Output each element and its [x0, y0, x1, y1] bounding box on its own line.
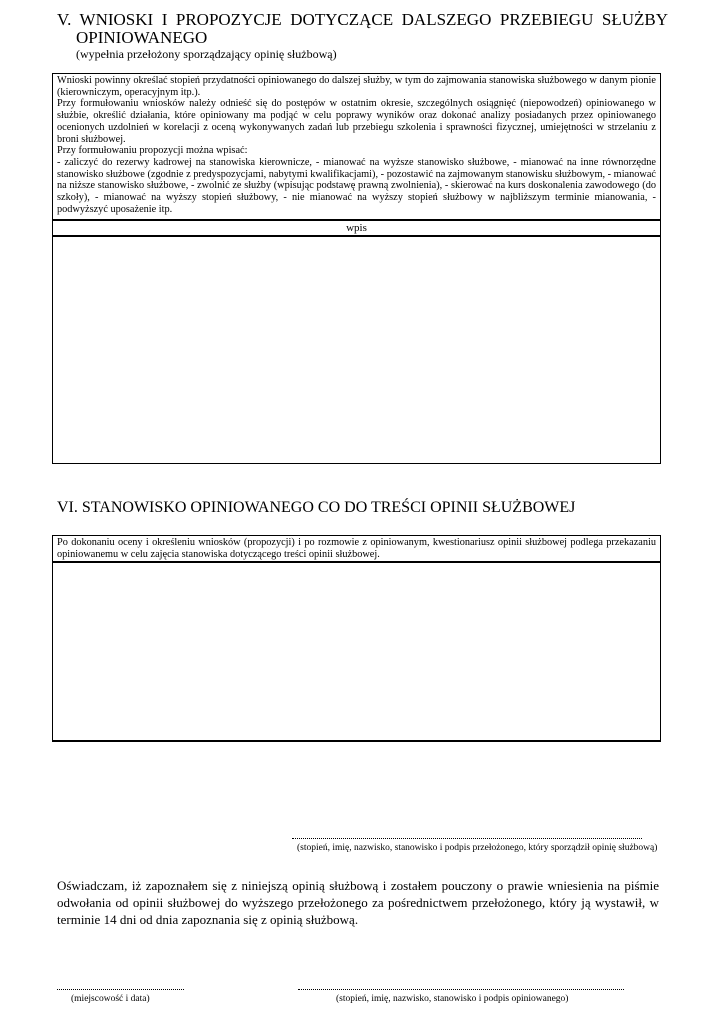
section-vi-box [52, 535, 661, 742]
section-v-title-continued: OPINIOWANEGO [76, 28, 208, 47]
place-date-line[interactable] [57, 989, 184, 990]
instruction-paragraph: Przy formułowaniu propozycji można wpisać: [57, 145, 248, 157]
section-v-title: V. WNIOSKI I PROPOZYCJE DOTYCZĄCE DALSZEGO PRZEBIEGU SŁUŻBY [57, 10, 668, 29]
section-vi-entry-field[interactable] [53, 563, 660, 738]
declaration-text: Oświadczam, iż zapoznałem się z niniejszą opinią służbową i zostałem pouczony o prawie wniesienia na piśmie odwołania od opinii służbowej do wyższego przełożonego za pośrednictwem przełożonego, który ją wystawił, w terminie 14 dni od dnia zapoznania się z opinią służbową. [57, 878, 659, 927]
employee-signature-line[interactable] [298, 989, 624, 990]
section-v-subtitle: (wypełnia przełożony sporządzający opinię służbową) [76, 47, 337, 61]
instruction-paragraph: Wnioski powinny określać stopień przydatności opiniowanego do dalszej służby, w tym do zajmowania stanowiska służbowego w danym pionie (kierowniczym, operacyjnym itp.). [57, 75, 656, 98]
supervisor-signature-line[interactable] [292, 838, 642, 839]
employee-signature-caption: (stopień, imię, nazwisko, stanowisko i podpis opiniowanego) [336, 994, 569, 1004]
supervisor-signature-caption: (stopień, imię, nazwisko, stanowisko i podpis przełożonego, który sporządził opinię służbową) [297, 843, 658, 853]
divider [52, 740, 661, 742]
place-date-caption: (miejscowość i data) [71, 994, 150, 1004]
instruction-paragraph: - zaliczyć do rezerwy kadrowej na stanowiska kierownicze, - mianować na wyższe stanowisko służbowe, - mianować na inne równorzędne stanowisko służbowe (zgodnie z predyspozycjami, nabytymi kwalifikacjami), - pozostawić na zajmowanym stanowisku służbowym, - mianować na niższe stanowisko służbowe, - zwolnić ze służby (wpisując podstawę prawną zwolnienia), - skierować na kurs doskonalenia zawodowego (do szkoły), - mianować na wyższy stopień służbowy, - nie mianować na wyższy stopień służbowy w najbliższym terminie mianowania, - podwyższyć uposażenie itp. [57, 156, 656, 215]
section-vi-instruction: Po dokonaniu oceny i określeniu wniosków (propozycji) i po rozmowie z opiniowanym, kwestionariusz opinii służbowej podlega przekazaniu opiniowanemu w celu zajęcia stanowiska dotyczącego treści opinii służbowej. [57, 537, 656, 560]
section-v-instructions [53, 75, 660, 215]
entry-label: wpis [346, 222, 367, 234]
section-v-box [52, 73, 661, 464]
section-vi-title: VI. STANOWISKO OPINIOWANEGO CO DO TREŚCI OPINII SŁUŻBOWEJ [57, 499, 576, 516]
instruction-paragraph: Przy formułowaniu wniosków należy odnieść się do postępów w ostatnim okresie, szczególnych osiągnięć (niepowodzeń) opiniowanego w służbie, określić działania, które opiniowany ma podjąć w celu poprawy wyników oraz dokonać analizy posiadanych przez opiniowanego ocenionych uzdolnień w korelacji z oceną wykonywanych zadań lub przebiegu szkolenia i sprawności fizycznej, umiejętności w strzelaniu z broni służbowej. [57, 98, 656, 145]
section-v-entry-field[interactable] [53, 237, 660, 463]
